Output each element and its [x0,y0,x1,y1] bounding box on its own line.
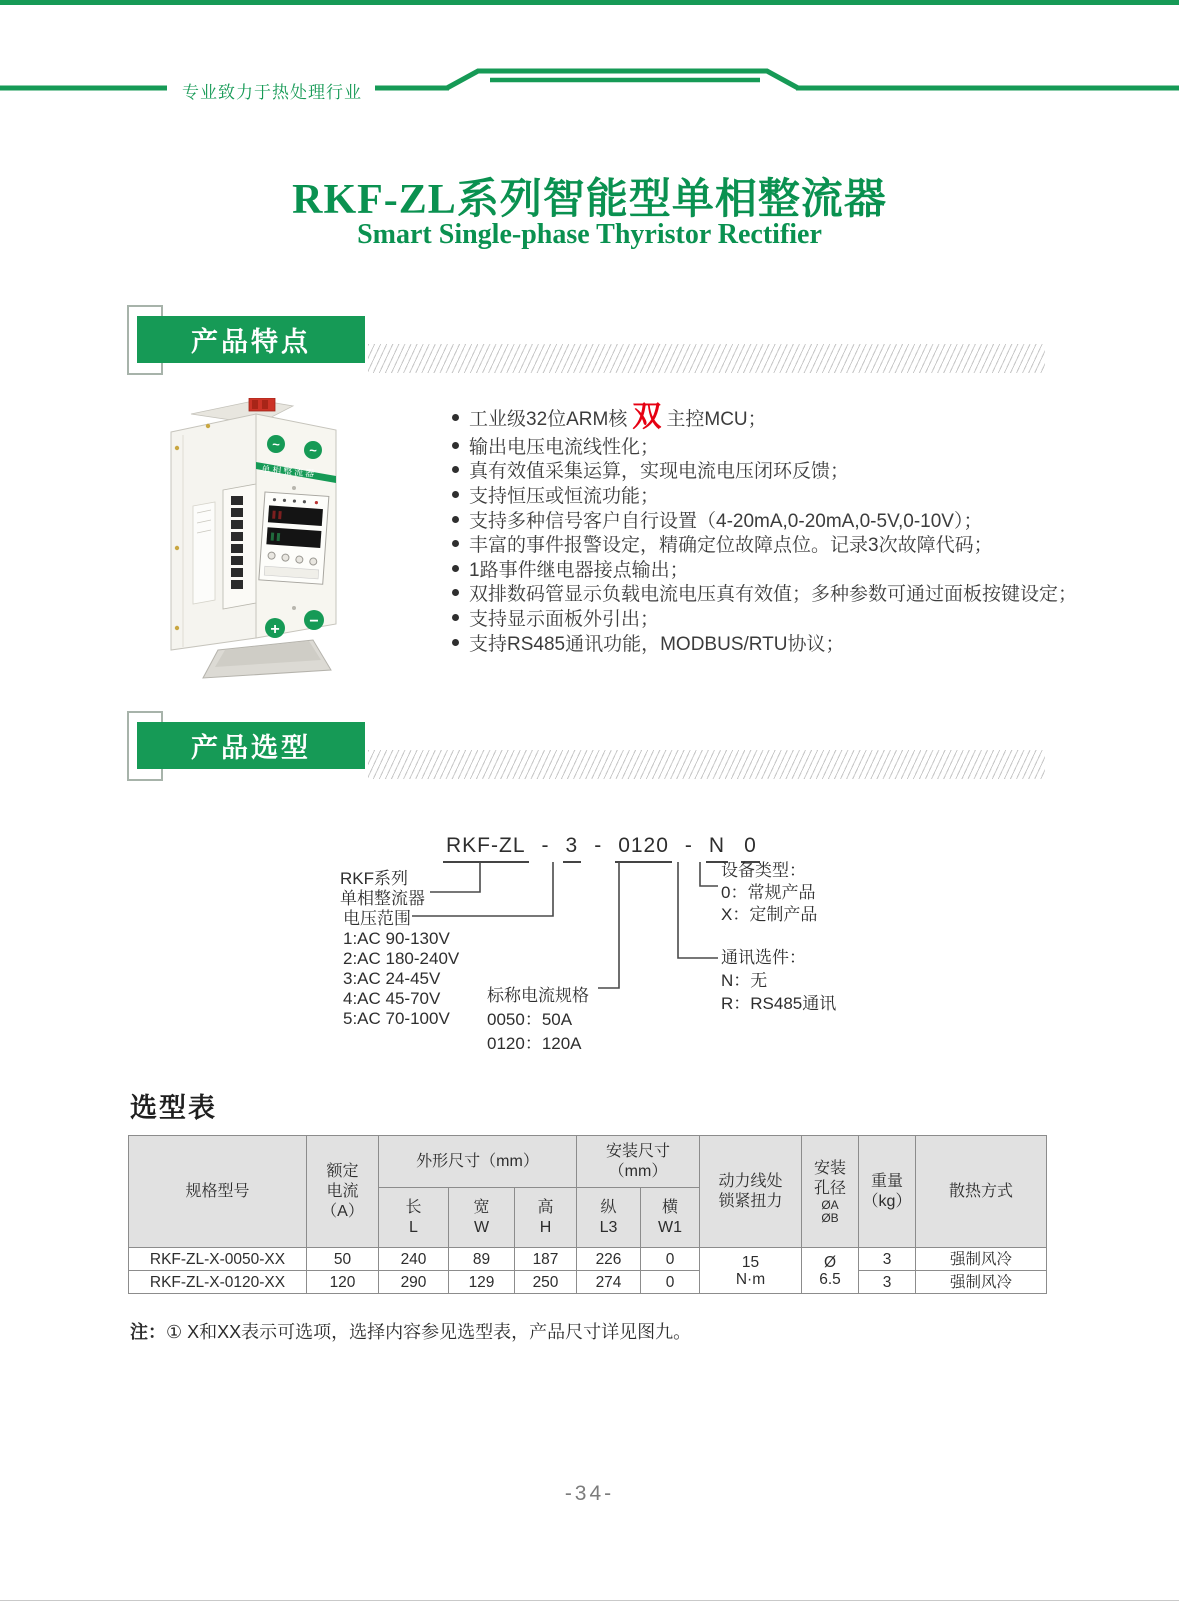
voltage-option: 3:AC 24-45V [343,969,441,988]
bullet-icon [452,466,459,473]
cell-length: 290 [379,1271,449,1294]
bullet-icon [452,414,459,421]
page-title: RKF-ZL系列智能型单相整流器 [292,177,887,223]
model-code-dash: - [684,834,693,857]
cell-w1: 0 [641,1248,700,1271]
model-code-series: RKF-ZL [443,834,529,863]
panel-button [282,554,289,561]
selection-table [128,1135,1047,1294]
bullet-icon [452,639,459,646]
col-sub-line: 纵 [600,1198,617,1216]
feature-text: 1路事件继电器接点输出； [469,559,689,581]
svg-text:~: ~ [309,443,317,458]
cell-torque-line: N·m [735,1270,766,1288]
header-decoration-lines [0,60,1179,106]
selection-section-label: 产品选型 [191,733,311,763]
device-front-face [256,414,336,638]
device-bottom-bracket [203,640,331,678]
feature-highlight: 双 [632,401,662,433]
selection-banner-hatch [368,750,1045,779]
feature-text: 输出电压电流线性化； [469,436,660,458]
current-spec-title: 标称电流规格 [487,986,589,1005]
control-panel [259,492,329,584]
col-hole-line: 安装 [813,1159,846,1177]
voltage-option: 1:AC 90-130V [343,929,450,948]
feature-item [452,531,1062,556]
feature-item [452,556,1062,581]
bullet-icon [452,540,459,547]
features-banner-hatch [368,344,1045,373]
col-weight-line: 重量 [870,1172,903,1190]
cell-weight: 3 [859,1271,916,1294]
svg-text:~: ~ [272,437,280,452]
col-weight-line: （kg） [862,1192,912,1210]
col-length [379,1188,449,1248]
col-mount-line: （mm） [608,1162,668,1180]
bullet-icon [452,516,459,523]
cell-length: 240 [379,1248,449,1271]
col-model: 规格型号 [129,1136,307,1248]
col-sub-line: 宽 [473,1198,490,1216]
cell-height: 250 [515,1271,577,1294]
feature-item [452,433,1062,458]
footnote [130,1318,691,1344]
cell-width: 129 [449,1271,515,1294]
cell-w1: 0 [641,1271,700,1294]
table-header-row-1 [129,1136,1047,1188]
cell-model: RKF-ZL-X-0050-XX [129,1248,307,1271]
features-section-label: 产品特点 [191,327,311,357]
device-type-option: X：定制产品 [721,905,818,924]
model-code-dash: - [541,834,550,857]
comm-option-title: 通讯选件： [721,948,806,967]
cell-l3: 274 [577,1271,641,1294]
feature-item [452,458,1062,483]
col-sub-line: 长 [405,1198,422,1216]
footnote-text: ① X和XX表示可选项，选择内容参见选型表，产品尺寸详见图九。 [166,1322,692,1342]
feature-text: 支持恒压或恒流功能； [469,485,660,507]
features-section-title [137,316,365,363]
feature-text: 主控MCU； [666,409,767,430]
cell-cooling: 强制风冷 [916,1248,1047,1271]
svg-text:−: − [309,613,319,630]
side-label-sticker [193,502,215,604]
col-torque [700,1136,802,1248]
cell-hole-line: 6.5 [819,1270,841,1288]
model-code-dash: - [594,834,603,857]
col-mount-l3 [577,1188,641,1248]
model-code-comm: N [706,834,728,863]
selection-section-title [137,722,365,769]
device-type-title: 设备类型： [721,861,806,880]
bullet-icon [452,442,459,449]
bullet-icon [452,491,459,498]
table-row [129,1248,1047,1271]
feature-text: 丰富的事件报警设定，精确定位故障点位。记录3次故障代码； [469,535,993,557]
feature-text: 支持多种信号客户自行设置（4-20mA,0-20mA,0-5V,0-10V）； [469,510,983,532]
feature-list [452,401,1078,655]
col-sub-line: W [473,1218,490,1236]
feature-item [452,630,1062,655]
cell-model: RKF-ZL-X-0120-XX [129,1271,307,1294]
col-torque-line: 锁紧扭力 [718,1192,783,1210]
cell-torque [700,1248,802,1294]
col-height [515,1188,577,1248]
cell-weight: 3 [859,1248,916,1271]
voltage-option: 2:AC 180-240V [343,949,460,968]
comm-option: R：RS485通讯 [721,994,837,1013]
cell-hole-line: Ø [823,1253,837,1271]
feature-text: 双排数码管显示负载电流电压真有效值；多种参数可通过面板按键设定； [469,584,1078,606]
col-group-dimensions: 外形尺寸（mm） [379,1136,577,1188]
brand-band-label: 单相整流器 [260,464,317,479]
col-mount-w1 [641,1188,700,1248]
feature-item [452,401,1062,433]
col-rated-line: 额定 [326,1162,359,1180]
panel-button [310,558,317,565]
feature-text: 支持显示面板外引出； [469,608,660,630]
svg-text:+: + [270,621,280,638]
cell-height: 187 [515,1248,577,1271]
col-sub-line: H [539,1218,552,1236]
feature-text: 真有效值采集运算，实现电流电压闭环反馈； [469,461,850,483]
cell-hole [802,1248,859,1294]
cell-current: 120 [307,1271,379,1294]
series-label-line1: RKF系列 [340,869,408,888]
panel-button [296,556,303,563]
col-cooling: 散热方式 [916,1136,1047,1248]
top-accent-bar [0,0,1179,5]
col-hole-line: ØA [821,1197,839,1212]
col-rated-line: （A） [321,1202,364,1220]
bullet-icon [452,565,459,572]
col-rated-line: 电流 [326,1182,359,1200]
voltage-range-title: 电压范围 [343,909,411,928]
cell-torque-line: 15 [741,1253,760,1271]
product-photo [163,398,348,683]
device-type-option: 0：常规产品 [721,883,816,902]
col-width [449,1188,515,1248]
cell-cooling: 强制风冷 [916,1271,1047,1294]
feature-item [452,482,1062,507]
current-option: 0120：120A [487,1034,582,1053]
voltage-option: 4:AC 45-70V [343,989,441,1008]
page-number: -34- [564,1482,615,1505]
cell-current: 50 [307,1248,379,1271]
col-sub-line: L [409,1218,418,1236]
col-hole-diameter [802,1136,859,1248]
table-row [129,1271,1047,1294]
col-group-mounting [577,1136,700,1188]
cell-l3: 226 [577,1248,641,1271]
col-torque-line: 动力线处 [718,1172,783,1190]
bullet-icon [452,614,459,621]
panel-button [268,552,275,559]
feature-text: 工业级32位ARM核 [469,409,628,430]
cell-width: 89 [449,1248,515,1271]
selection-table-heading: 选型表 [130,1093,217,1123]
footnote-label: 注： [130,1322,166,1342]
company-tagline: 专业致力于热处理行业 [182,83,362,102]
col-sub-line: L3 [599,1218,618,1236]
col-mount-line: 安装尺寸 [605,1142,670,1160]
comm-option: N：无 [721,971,768,990]
col-hole-line: 孔径 [813,1179,846,1197]
col-sub-line: W1 [658,1218,682,1236]
col-sub-line: 横 [661,1198,678,1216]
col-weight [859,1136,916,1248]
col-rated-current [307,1136,379,1248]
page-subtitle-en: Smart Single-phase Thyristor Rectifier [357,219,822,250]
col-hole-line: ØB [821,1210,839,1225]
voltage-option: 5:AC 70-100V [343,1009,450,1028]
model-code-type: 0 [741,834,760,863]
model-code-voltage: 3 [563,834,582,863]
device-side-face [171,414,256,650]
col-sub-line: 高 [537,1198,554,1216]
feature-item [452,507,1062,532]
feature-item [452,605,1062,630]
feature-text: 支持RS485通讯功能，MODBUS/RTU协议； [469,633,845,655]
feature-item [452,581,1078,606]
model-code-current: 0120 [615,834,672,863]
bullet-icon [452,589,459,596]
series-label-line2: 单相整流器 [340,889,425,908]
current-option: 0050：50A [487,1010,573,1029]
